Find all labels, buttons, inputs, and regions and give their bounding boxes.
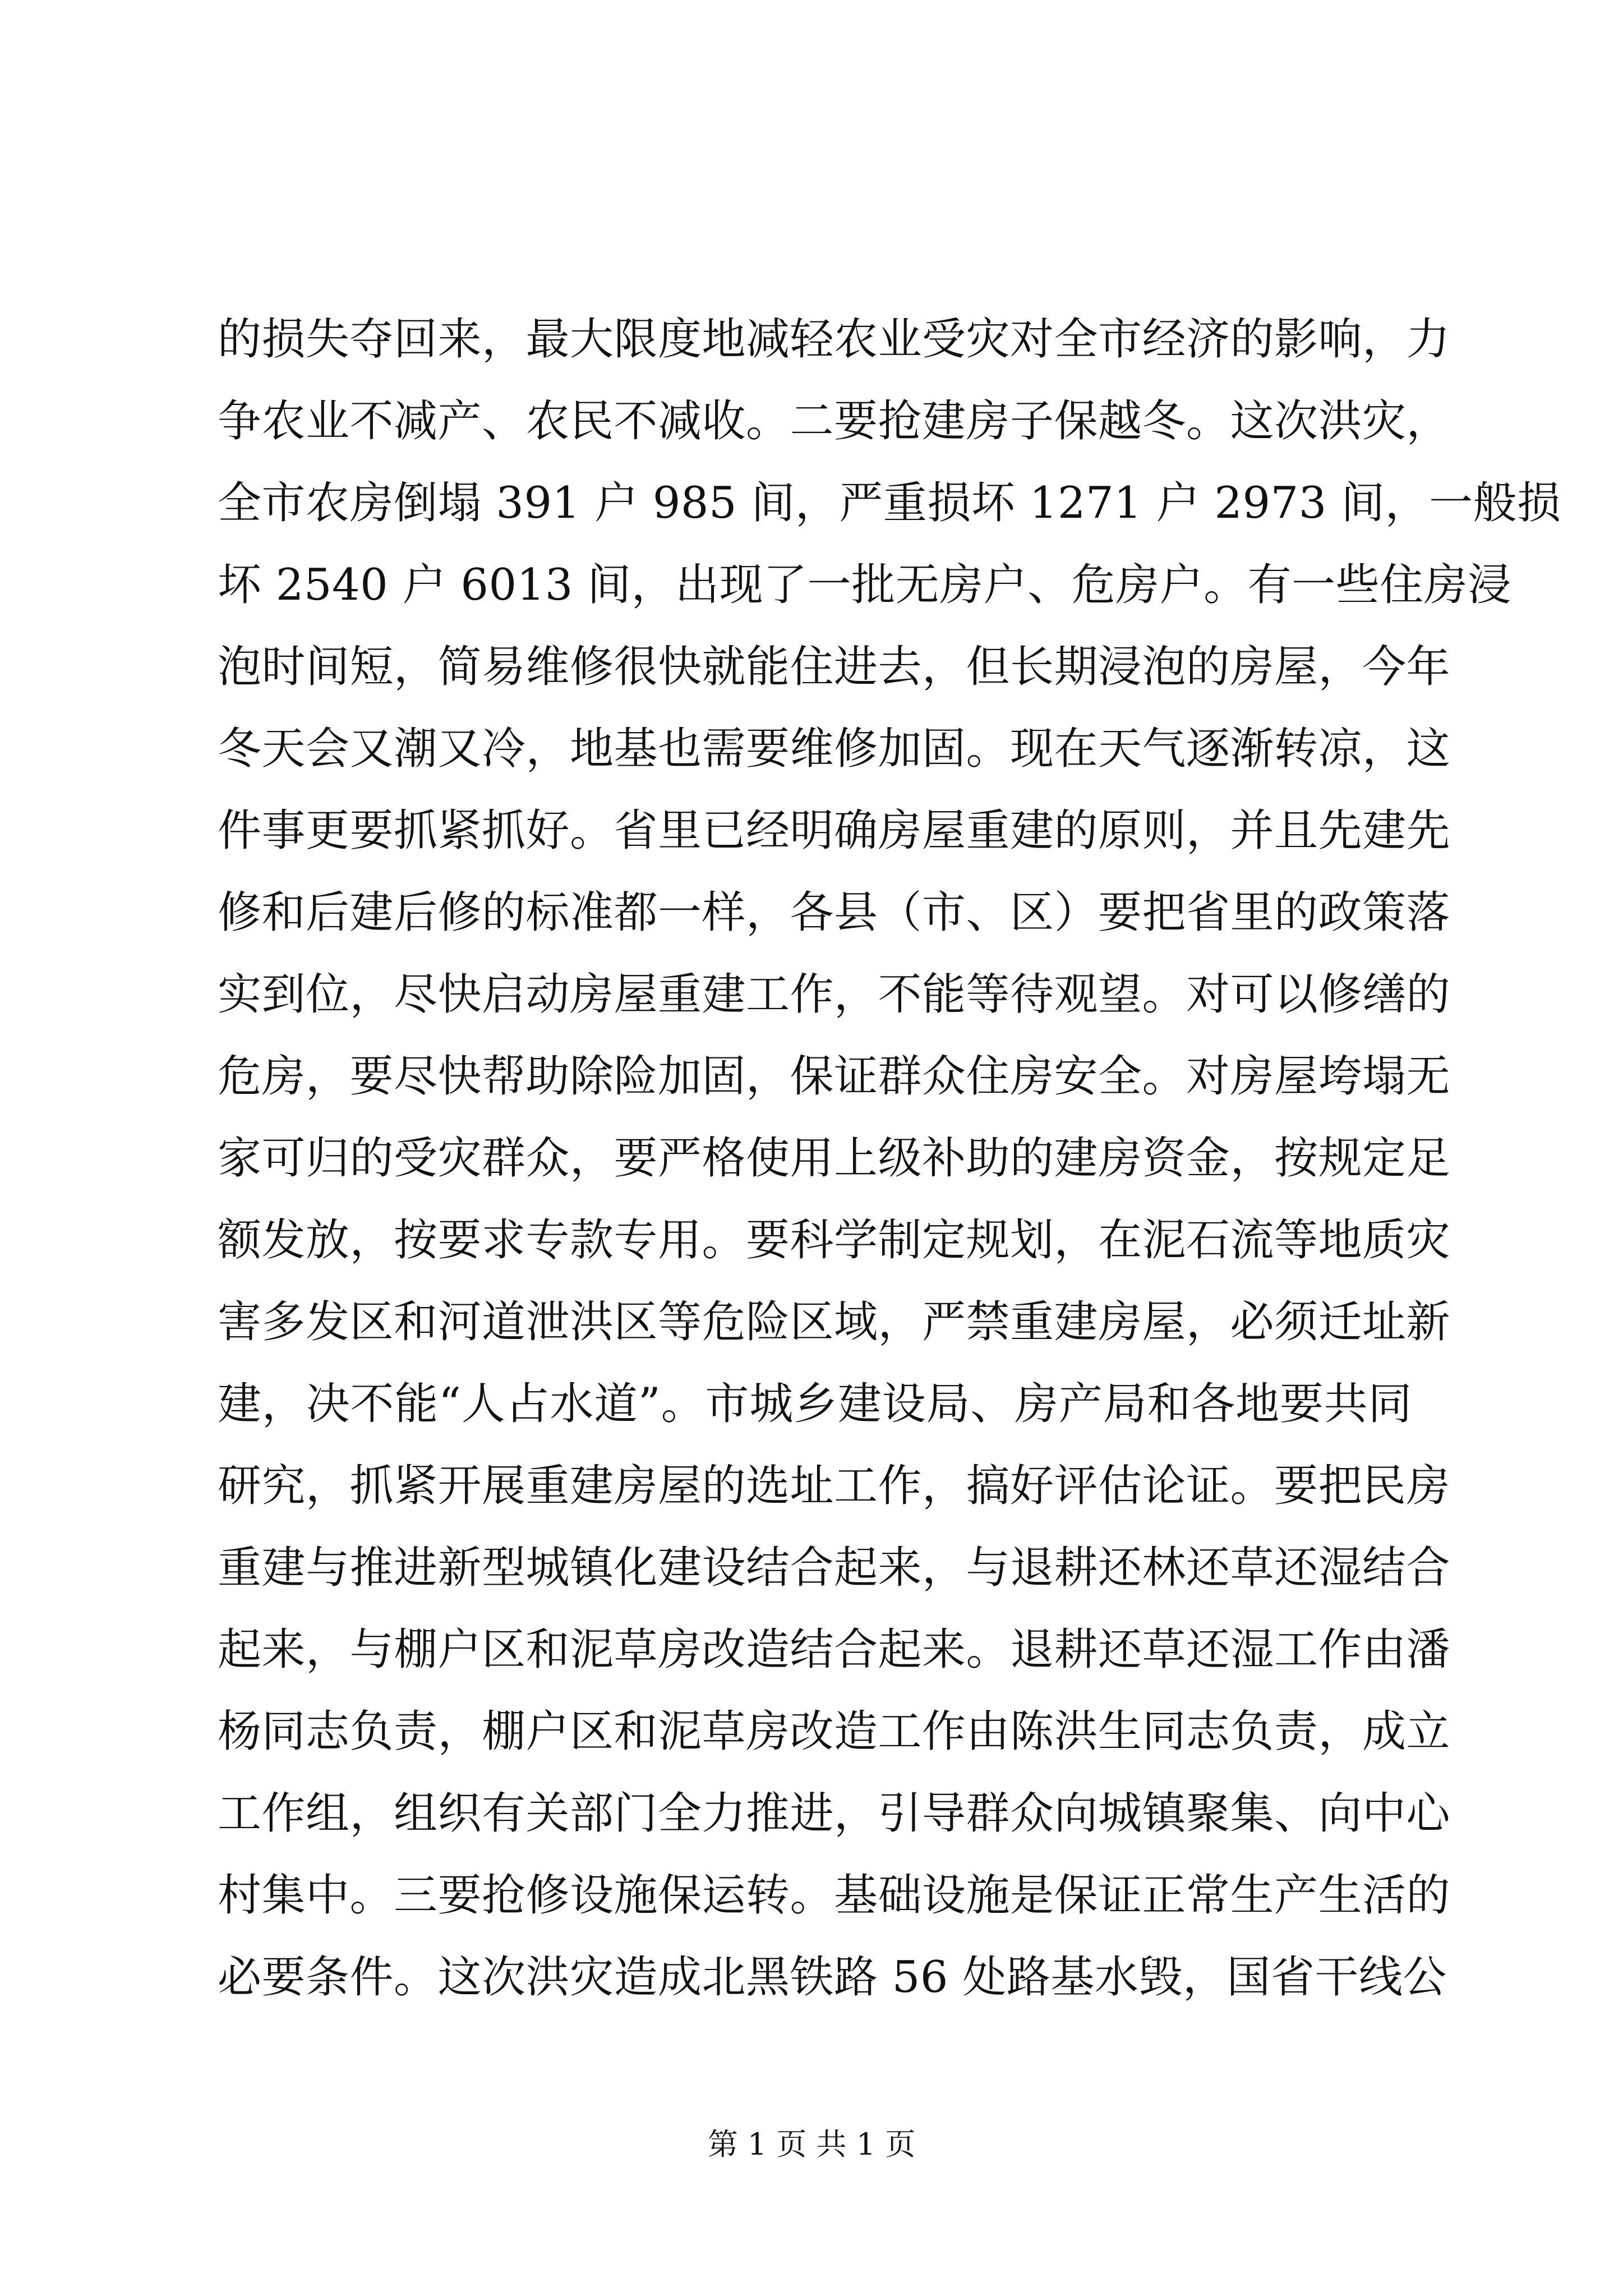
text-line: 害多发区和河道泄洪区等危险区域，严禁重建房屋，必须迁址新 — [218, 1297, 1451, 1347]
text-line: 的损失夺回来，最大限度地减轻农业受灾对全市经济的影响，力 — [218, 314, 1451, 365]
text-line: 件事更要抓紧抓好。省里已经明确房屋重建的原则，并且先建先 — [218, 806, 1451, 856]
text-line: 争农业不减产、农民不减收。二要抢建房子保越冬。这次洪灾， — [218, 396, 1451, 447]
text-line: 家可归的受灾群众，要严格使用上级补助的建房资金，按规定足 — [218, 1133, 1451, 1184]
text-line: 冬天会又潮又冷，地基也需要维修加固。现在天气逐渐转凉，这 — [218, 724, 1451, 774]
text-line: 起来，与棚户区和泥草房改造结合起来。退耕还草还湿工作由潘 — [218, 1625, 1451, 1675]
text-line: 村集中。三要抢修设施保运转。基础设施是保证正常生产生活的 — [218, 1870, 1451, 1921]
text-line: 杨同志负责，棚户区和泥草房改造工作由陈洪生同志负责，成立 — [218, 1706, 1451, 1757]
page-footer: 第 1 页 共 1 页 — [707, 2127, 916, 2162]
text-line: 泡时间短，简易维修很快就能住进去，但长期浸泡的房屋，今年 — [218, 642, 1451, 692]
text-line: 实到位，尽快启动房屋重建工作，不能等待观望。对可以修缮的 — [218, 969, 1451, 1020]
text-line: 全市农房倒塌 391 户 985 间，严重损坏 1271 户 2973 间，一般损 — [218, 478, 1561, 528]
body-text — [218, 298, 1561, 2018]
text-line: 修和后建后修的标准都一样，各县（市、区）要把省里的政策落 — [218, 887, 1451, 938]
text-line: 重建与推进新型城镇化建设结合起来，与退耕还林还草还湿结合 — [218, 1543, 1451, 1593]
text-line: 额发放，按要求专款专用。要科学制定规划，在泥石流等地质灾 — [218, 1215, 1451, 1266]
text-line: 建，决不能“人占水道”。市城乡建设局、房产局和各地要共同 — [218, 1379, 1412, 1429]
text-line: 危房，要尽快帮助除险加固，保证群众住房安全。对房屋垮塌无 — [218, 1051, 1451, 1102]
text-line: 研究，抓紧开展重建房屋的选址工作，搞好评估论证。要把民房 — [218, 1461, 1451, 1511]
text-line: 工作组，组织有关部门全力推进，引导群众向城镇聚集、向中心 — [218, 1788, 1451, 1839]
text-line: 必要条件。这次洪灾造成北黑铁路 56 处路基水毁，国省干线公 — [218, 1952, 1447, 2003]
text-line: 坏 2540 户 6013 间，出现了一批无房户、危房户。有一些住房浸 — [218, 560, 1512, 610]
